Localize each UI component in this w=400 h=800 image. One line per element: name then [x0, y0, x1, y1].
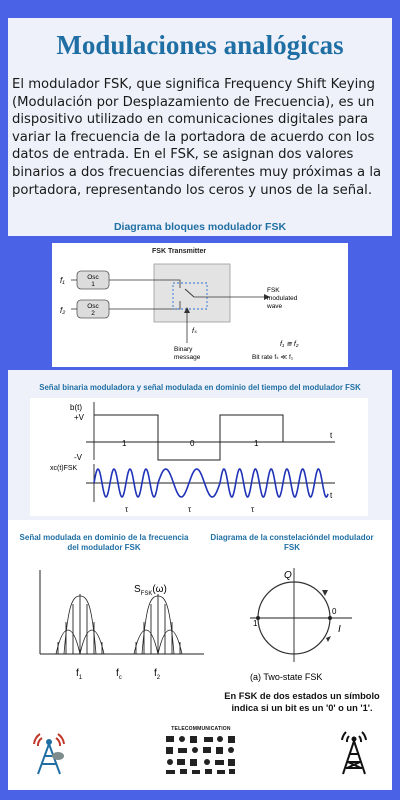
- bit-3: 1: [254, 439, 259, 448]
- telecom-logo-text: TELECOMMUNICATION: [171, 726, 231, 732]
- freq-domain-figure: [36, 566, 206, 684]
- fc-axis-label: $f_c$: [116, 668, 122, 681]
- i-axis-label: I: [338, 624, 341, 635]
- osc1-label: Osc: [87, 274, 99, 281]
- circle-arrow-bottom: [326, 636, 331, 642]
- freq-domain-caption: Señal modulada en dominio de la frecuencia del modulador FSK: [19, 533, 189, 552]
- block-diagram-caption: Diagrama bloques modulador FSK: [113, 221, 287, 233]
- input-label-1: Binary: [174, 346, 193, 353]
- constellation-subtitle: (a) Two-state FSK: [250, 672, 323, 682]
- right-lobe-1: [134, 630, 158, 654]
- output-label-3: wave: [267, 303, 283, 310]
- osc2-number: 2: [91, 310, 95, 317]
- constellation-figure: [236, 562, 360, 688]
- page-title: Modulaciones analógicas: [56, 30, 344, 60]
- freq-note: f₁ ≅ f₂: [280, 341, 299, 348]
- tau-1: τ: [125, 505, 129, 514]
- spectral-lines: [58, 594, 180, 654]
- block-diagram-figure: [52, 243, 348, 367]
- transmitter-label: FSK Transmitter: [152, 248, 207, 255]
- signal-tower-icon: [332, 730, 376, 776]
- f2-label: f₂: [60, 306, 66, 315]
- footer-note: En FSK de dos estados un símbolo indica si un bit es un '0' o un '1'.: [224, 691, 380, 713]
- s-fsk-label: $S_{FSK}(\omega)$: [134, 584, 167, 597]
- left-lobe-2: [80, 630, 104, 654]
- tau-3: τ: [251, 505, 255, 514]
- symbol-1-label: 1: [253, 619, 258, 628]
- time-domain-figure: [30, 398, 368, 516]
- telecom-icon-grid: [162, 732, 240, 776]
- bt-label: b(t): [70, 403, 82, 412]
- output-label-2: modulated: [267, 295, 298, 302]
- bit-2: 0: [190, 439, 195, 448]
- symbol-0-point: [328, 616, 332, 620]
- time-domain-caption: Señal binaria moduladora y señal modulada en dominio del tiempo del modulador FSK: [39, 383, 361, 392]
- transmitter-box: [154, 264, 230, 322]
- constellation-caption: Diagrama de la constelacióndel modulador FSK: [210, 533, 374, 552]
- input-label-2: message: [174, 354, 201, 361]
- fs-label: fₛ: [192, 328, 197, 335]
- osc2-label: Osc: [87, 303, 99, 310]
- t-axis-label-1: t: [330, 431, 333, 440]
- t-axis-label-2: t: [330, 491, 333, 500]
- f1-label: f₁: [60, 276, 65, 285]
- intro-paragraph: El modulador FSK, que significa Frequency Shift Keying (Modulación por Desplazamiento de Frecuencia), es un dispositivo utilizado en comunicaciones digitales para variar la frecuencia de la portadora de acuerdo con los datos de entrada. En el FSK, se asignan dos valores binarios a dos frecuencias diferentes muy próximas a la portadora, representando los ceros y unos de la señal.: [12, 77, 382, 198]
- circle-arrow-top: [322, 590, 328, 596]
- right-lobe-2: [158, 630, 182, 654]
- antenna-tower-icon: [28, 730, 70, 776]
- plus-v-label: +V: [74, 413, 85, 422]
- f2-axis-label: $f_2$: [154, 668, 161, 681]
- tau-2: τ: [188, 505, 192, 514]
- output-label-1: FSK: [267, 287, 280, 294]
- telecommunication-icons-grid: [162, 724, 240, 776]
- q-axis-label: Q: [284, 570, 292, 581]
- bitrate-note: Bit rate fₛ ≪ f₁: [252, 354, 294, 361]
- left-lobe-1: [56, 630, 80, 654]
- binary-signal: [94, 415, 283, 460]
- osc1-number: 1: [91, 281, 95, 288]
- symbol-0-label: 0: [332, 607, 337, 616]
- minus-v-label: -V: [74, 453, 82, 462]
- f1-axis-label: $f_1$: [76, 668, 83, 681]
- xc-label: xc(t)FSK: [50, 465, 78, 472]
- bit-1: 1: [122, 439, 127, 448]
